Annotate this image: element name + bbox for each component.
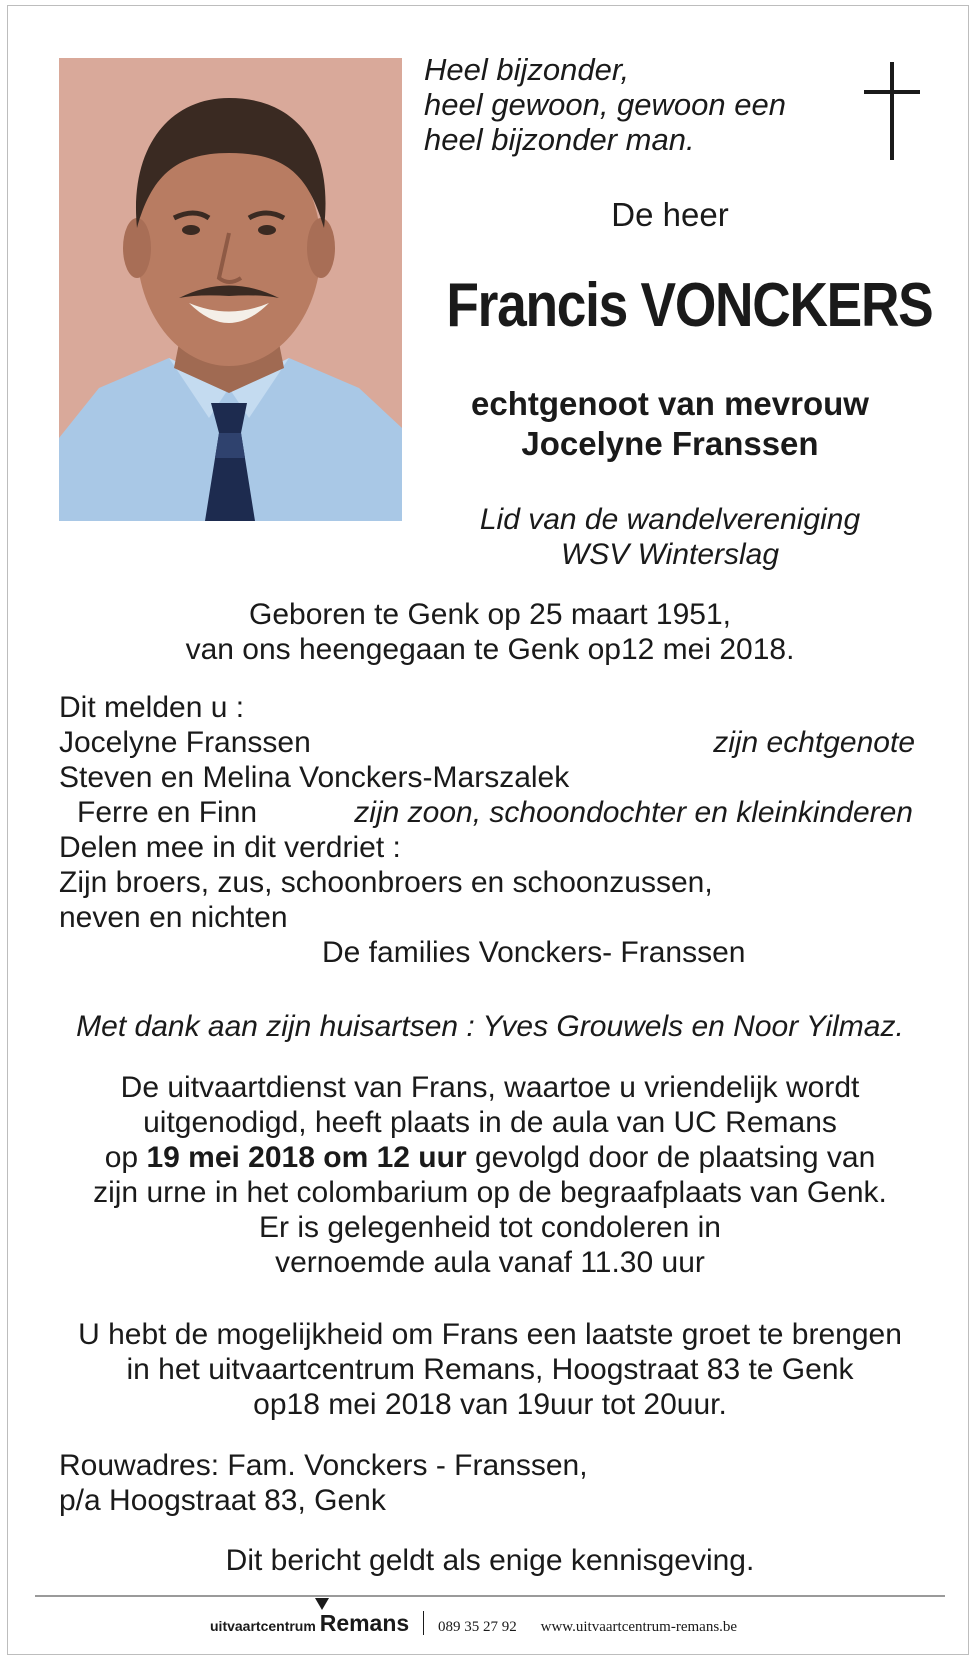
spouse-name: Jocelyne Franssen [521,425,819,462]
footer-divider [35,1595,945,1597]
quote-line: heel bijzonder man. [424,122,695,157]
portrait-illustration [59,58,402,521]
family-row [59,725,919,760]
service-line: uitgenodigd, heeft plaats in de aula van UC Remans [143,1106,837,1139]
website-link[interactable]: www.uitvaartcentrum-remans.be [540,1619,738,1635]
phone-number: 089 35 27 92 [437,1619,517,1635]
notice-line: Dit bericht geldt als enige kennisgeving. [225,1544,755,1577]
thanks-line: Met dank aan zijn huisartsen : Yves Grouwels en Noor Yilmaz. [76,1010,904,1043]
dates-block [40,597,940,667]
service-line [40,1140,940,1175]
service-line: vernoemde aula vanaf 11.30 uur [275,1246,705,1279]
death-line: van ons heengegaan te Genk op12 mei 2018. [185,633,795,666]
service-text: op [104,1141,147,1174]
service-line: zijn urne in het colombarium op de begraafplaats van Genk. [93,1176,887,1209]
family-row [59,760,919,795]
brand-name: Remans [319,1610,410,1636]
club-name: WSV Winterslag [560,538,780,571]
quote-line: heel gewoon, gewoon een [424,87,786,122]
service-line: Er is gelegenheid tot condoleren in [259,1211,721,1244]
family-intro: Dit melden u : [59,691,245,724]
family-member: Jocelyne Franssen [59,726,311,759]
relatives-line: Zijn broers, zus, schoonbroers en schoonzussen, [59,866,713,899]
family-member: Ferre en Finn [77,796,258,829]
address-line: Rouwadres: Fam. Vonckers - Franssen, [59,1449,588,1482]
club-block [410,502,930,572]
service-date: 19 mei 2018 om 12 uur [146,1141,467,1174]
address-block [59,1448,588,1518]
visit-line: U hebt de mogelijkheid om Frans een laatste groet te brengen [78,1318,902,1351]
spouse-block [410,384,930,464]
spouse-line: echtgenoot van mevrouw [471,385,869,422]
family-block [59,690,919,970]
quote-line: Heel bijzonder, [424,52,630,87]
family-row [59,795,919,830]
service-line: De uitvaartdienst van Frans, waartoe u vriendelijk wordt [120,1071,860,1104]
quote-block [424,52,786,157]
footer-separator [423,1611,424,1635]
visit-line: in het uitvaartcentrum Remans, Hoogstraat 83 te Genk [126,1353,854,1386]
latin-cross-icon [864,62,920,160]
relatives-line: neven en nichten [59,901,288,934]
family-relation: zijn zoon, schoondochter en kleinkinderen [354,796,913,829]
families-line: De families Vonckers- Franssen [322,936,746,969]
share-intro: Delen mee in dit verdriet : [59,831,401,864]
brand-prefix: uitvaartcentrum [210,1618,316,1634]
salutation: De heer [611,196,729,233]
deceased-name: Francis VONCKERS [446,271,933,340]
service-text: gevolgd door de plaatsing van [466,1141,876,1174]
birth-line: Geboren te Genk op 25 maart 1951, [249,598,731,631]
visit-line: op18 mei 2018 van 19uur tot 20uur. [253,1388,727,1421]
footer [210,1610,737,1637]
service-block [40,1070,940,1280]
family-member: Steven en Melina Vonckers-Marszalek [59,761,570,794]
family-relation: zijn echtgenote [713,726,915,759]
visit-block [40,1317,940,1422]
address-line: p/a Hoogstraat 83, Genk [59,1484,386,1517]
club-line: Lid van de wandelvereniging [479,503,861,536]
portrait-photo [59,58,402,521]
triangle-down-icon [315,1598,329,1610]
